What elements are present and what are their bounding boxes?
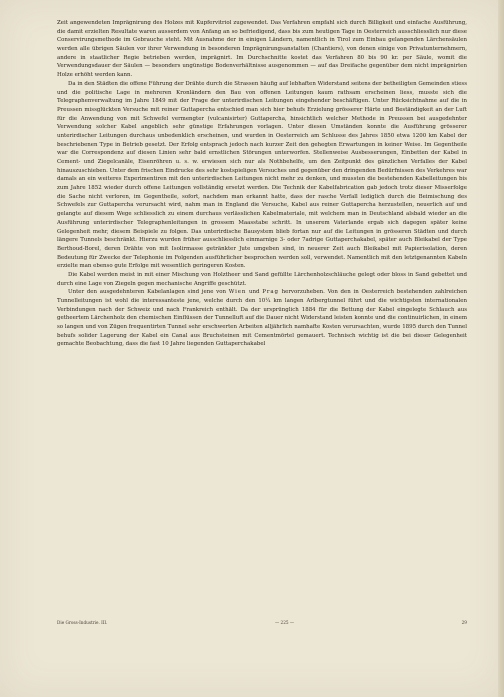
- body-text: [57, 19, 467, 349]
- place-name-prag: Prag: [262, 289, 279, 296]
- place-name-wien: Wien: [228, 289, 247, 296]
- page-footer: [57, 620, 467, 626]
- paragraph-4-body: hervorzuheben. Von den in Oesterreich bestehenden zahlreichen Tunnelleitungen ist wohl die interessanteste jene, welche durch den 10¼ km langen Arlbergtunnel führt und die wichtigsten internationalen Verbindungen nach der Schweiz und nach Frankreich enthält. Da der ursprünglich 1884 für die Bettung der Kabel eingelegte Schlauch aus getheertem Lärchenholz den chemischen Einflüssen der Tunnelluft auf die Dauer nicht Widerstand leisten konnte und die continuirlichen, in einem so langen und von Zügen frequentirten Tunnel sehr erschwerten Arbeiten alljährlich namhafte Kosten verursachten, wurde 1895 durch den Tunnel behufs solider Lagerung der Kabel ein Canal aus Bruchsteinen mit Cementmörtel gemauert. Technisch wichtig ist die bei dieser Gelegenheit gemachte Beobachtung, dass die fast 10 Jahre liegenden Guttaperchakabel: [57, 289, 467, 348]
- paragraph-3: Die Kabel werden meist in mit einer Mischung von Holztheer und Sand gefüllte Lärchenholzschläuche gelegt oder bloss in Sand gebettet und durch eine Lage von Ziegeln gegen mechanische Angriffe geschützt.: [57, 271, 467, 287]
- page-number: — 225 —: [275, 620, 295, 625]
- paragraph-2: Da in den Städten die offene Führung der Drähte durch die Strassen häufig auf lebhaften Widerstand seitens der betheiligten Gemeinden stiess und die politische Lage in mehreren Kronländern den Bau von offenen Leitungen kaum rathsam erscheinen liess, musste sich die Telegraphenverwaltung im Jahre 1849 mit der Frage der unterirdischen Leitungen eingehender beschäftigen. Unter Rücksichtnahme auf die in Preussen missglückten Versuche mit reiner Guttapercha entschied man sich hier behufs Erzielung grösserer Härte und Beständigkeit an der Luft für die Anwendung von mit Schwefel vermengter (vulcanisirter) Guttapercha, hinsichtlich welcher Methode in Preussen bei ausgedehnter Verwendung solcher Kabel angeblich sehr günstige Erfahrungen vorlagen. Unter diesen Umständen konnte die Ausführung grösserer unterirdischer Leitungen durchaus unbedenklich erscheinen, und wurden in Oesterreich am Schlusse des Jahres 1850 etwa 1200 km Kabel der beschriebenen Type in Betrieb gesetzt. Der Erfolg entsprach jedoch nach kurzer Zeit den gehegten Erwartungen in keiner Weise. Im Gegentheile war die Correspondenz auf diesen Linien sehr bald ernstlichen Störungen unterworfen. Stellenweise Ausbesserungen, Einbetten der Kabel in Cement- und Ziegelcanäle, Eisenröhren u. s. w. erwiesen sich nur als Nothbehelfe, um den Zeitpunkt des gänzlichen Verfalles der Kabel hinauszuschieben. Unter dem frischen Eindrucke des sehr kostspieligen Versuches und gegenüber den dringenden Bedürfnissen des Verkehres war damals an ein weiteres Experimentiren mit den unterirdischen Leitungen nicht mehr zu denken, und mussten die bestehenden Kabelleitungen bis zum Jahre 1852 wieder durch offene Leitungen vollständig ersetzt werden. Die Technik der Kabelfabrication gab jedoch trotz dieser Misserfolge die Sache nicht verloren, im Gegentheile, sofort, nachdem man erkannt hatte, dass der rasche Verfall lediglich durch die Beimischung des Schwefels zur Guttapercha verursacht wird, nahm man in England die Versuche, Kabel aus reiner Guttapercha herzustellen, neuerlich auf und gelangte auf diesem Wege schliesslich zu einem durchaus verlässlichen Kabelmateriale, mit welchem man in Deutschland alsbald wieder an die Ausführung unterirdischer Telegraphenleitungen in grossem Maasstabe schritt. In unserem Vaterlande ergab sich dagegen später keine Gelegenheit mehr, diesem Beispiele zu folgen. Das unterirdische Bausystem blieb fortan nur auf die Leitungen in grösseren Städten und durch längere Tunnels beschränkt. Hierzu wurden früher ausschliesslich einmarnige 3- oder 7adrige Guttaperchakabel, später auch Bleikabel der Type Berthoud-Borel, deren Drähte von mit Isolirmasse getränkter Jute umgeben sind, in neuerer Zeit auch Bleikabel mit Papierisolation, deren Bedeutung für Zwecke der Telephonie im Folgenden ausführlicher besprochen werden soll, verwendet. Namentlich mit den letztgenannten Kabeln erzielte man ebenso gute Erfolge mit wesentlich geringeren Kosten.: [57, 80, 467, 270]
- paragraph-4-and: und: [246, 289, 263, 296]
- paragraph-4: [57, 288, 467, 349]
- footer-publication: Die Gross-Industrie. III.: [57, 620, 108, 625]
- paragraph-1: Zeit angewendeten Imprägnirung des Holzes mit Kupfervitriol zugewendet. Das Verfahren empfahl sich durch Billigkeit und einfache Ausführung, die damit erzielten Resultate waren ausserdem von Anfang an so befriedigend, dass bis zum heutigen Tage in Oesterreich ausschliesslich nur diese Conservirungsmethode im Gebrauche steht. Mit Ausnahme der in einigen Ländern, namentlich in Tirol zum Einbau gelangenden Lärchensäulen werden alle übrigen Säulen vor ihrer Verwendung in besonderen Imprägnirungsanstalten (Chantiers), von denen einige von Privatunternehmern, andere in staatlicher Regie betrieben werden, imprägnirt. Im Durchschnitte kostet das Verfahren 80 bis 90 kr. per Säule, womit die Verwendungsdauer der Säulen — besonders ungünstige Bodenverhältnisse ausgenommen — auf das Dreifache gegenüber dem nicht imprägnirten Holze erhöht werden kann.: [57, 20, 467, 79]
- signature-mark: 29: [461, 620, 467, 625]
- page-edge: [498, 0, 504, 697]
- paragraph-4-lead: Unter den ausgedehnteren Kabelanlagen sind jene von: [68, 289, 229, 296]
